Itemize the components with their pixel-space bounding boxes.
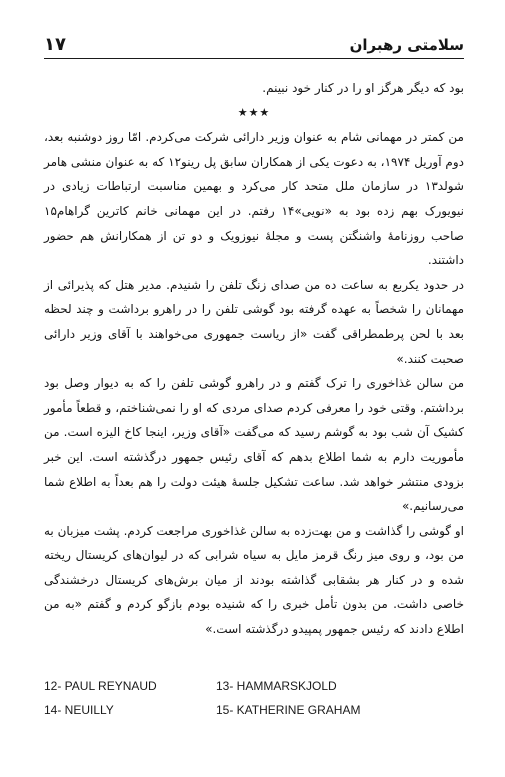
paragraph: در حدود یکربع به ساعت ده من صدای زنگ تلفن را شنیدم. مدیر هتل که پذیرائی از مهمانان را شخصاً به عهده گرفته بود گوشی تلفن را در راهرو برداشت و چند لحظه بعد با لحن پرطمطراقی گفت «از ریاست جمهوری می‌خواهند با آقای وزیر دارائی صحبت کنند.» [44,277,464,366]
running-title: سلامتی رهبران [349,36,464,54]
footnote: 15- KATHERINE GRAHAM [216,703,361,717]
paragraph: بود که دیگر هرگز او را در کنار خود نبینم. [262,81,464,95]
footnote-row [44,698,464,722]
footnote-row [44,674,464,698]
paragraph: من کمتر در مهمانی شام به عنوان وزیر دارائی شرکت می‌کردم. امّا روز دوشنبه بعد، دوم آوریل ۱۹۷۴، به دعوت یکی از همکاران سابق پل رینو۱۲ که به عنوان منشی هامر شولد۱۳ در سازمان ملل متحد کار می‌کرد و بهمین مناسبت ارتباطات زیادی در نیویورک بهم زده بود به «نویی»۱۴ رفتم. در این مهمانی خانم کاترین گراهام۱۵ صاحب روزنامهٔ واشنگتن پست و مجلهٔ نیوزویک و دو تن از همکارانش هم حضور داشتند. [44,130,464,268]
section-separator: ★★★ [237,105,271,119]
footnotes [44,674,464,722]
page-header [44,34,464,59]
paragraph: او گوشی را گذاشت و من بهت‌زده به سالن غذاخوری مراجعت کردم. پشت میزبان به من بود، و روی میز رنگ قرمز مایل به سیاه شرابی که در لیوان‌های کریستال ریخته شده و در کنار هر بشقابی گذاشته بودند از میان برش‌های کریستال درخشندگی خاصی داشت. من بدون تأمل خبری را که شنیده بودم بازگو کردم و گفتم «به من اطلاع دادند که رئیس جمهور پمپیدو درگذشته است.» [44,523,464,637]
body-text [44,76,464,642]
footnote: 14- NEUILLY [44,703,114,717]
paragraph: من سالن غذاخوری را ترک گفتم و در راهرو گوشی تلفن را که به دیوار وصل بود برداشتم. وقتی خود را معرفی کردم صدای مردی که او را نمی‌شناختم، و قطعاً مأمور کشیک آن شب بود به گوشم رسید که می‌گفت «آقای وزیر، اینجا کاخ الیزه است. من مأموریت دارم به شما اطلاع بدهم که آقای رئیس جمهور درگذشته است. این خبر بزودی منتشر خواهد شد. ساعت تشکیل جلسهٔ هیئت دولت را هم بعداً به اطلاع شما می‌رسانیم.» [44,376,464,514]
footnote: 12- PAUL REYNAUD [44,679,157,693]
footnote: 13- HAMMARSKJOLD [216,679,337,693]
book-page [44,34,464,744]
page-number: ۱۷ [44,34,66,55]
